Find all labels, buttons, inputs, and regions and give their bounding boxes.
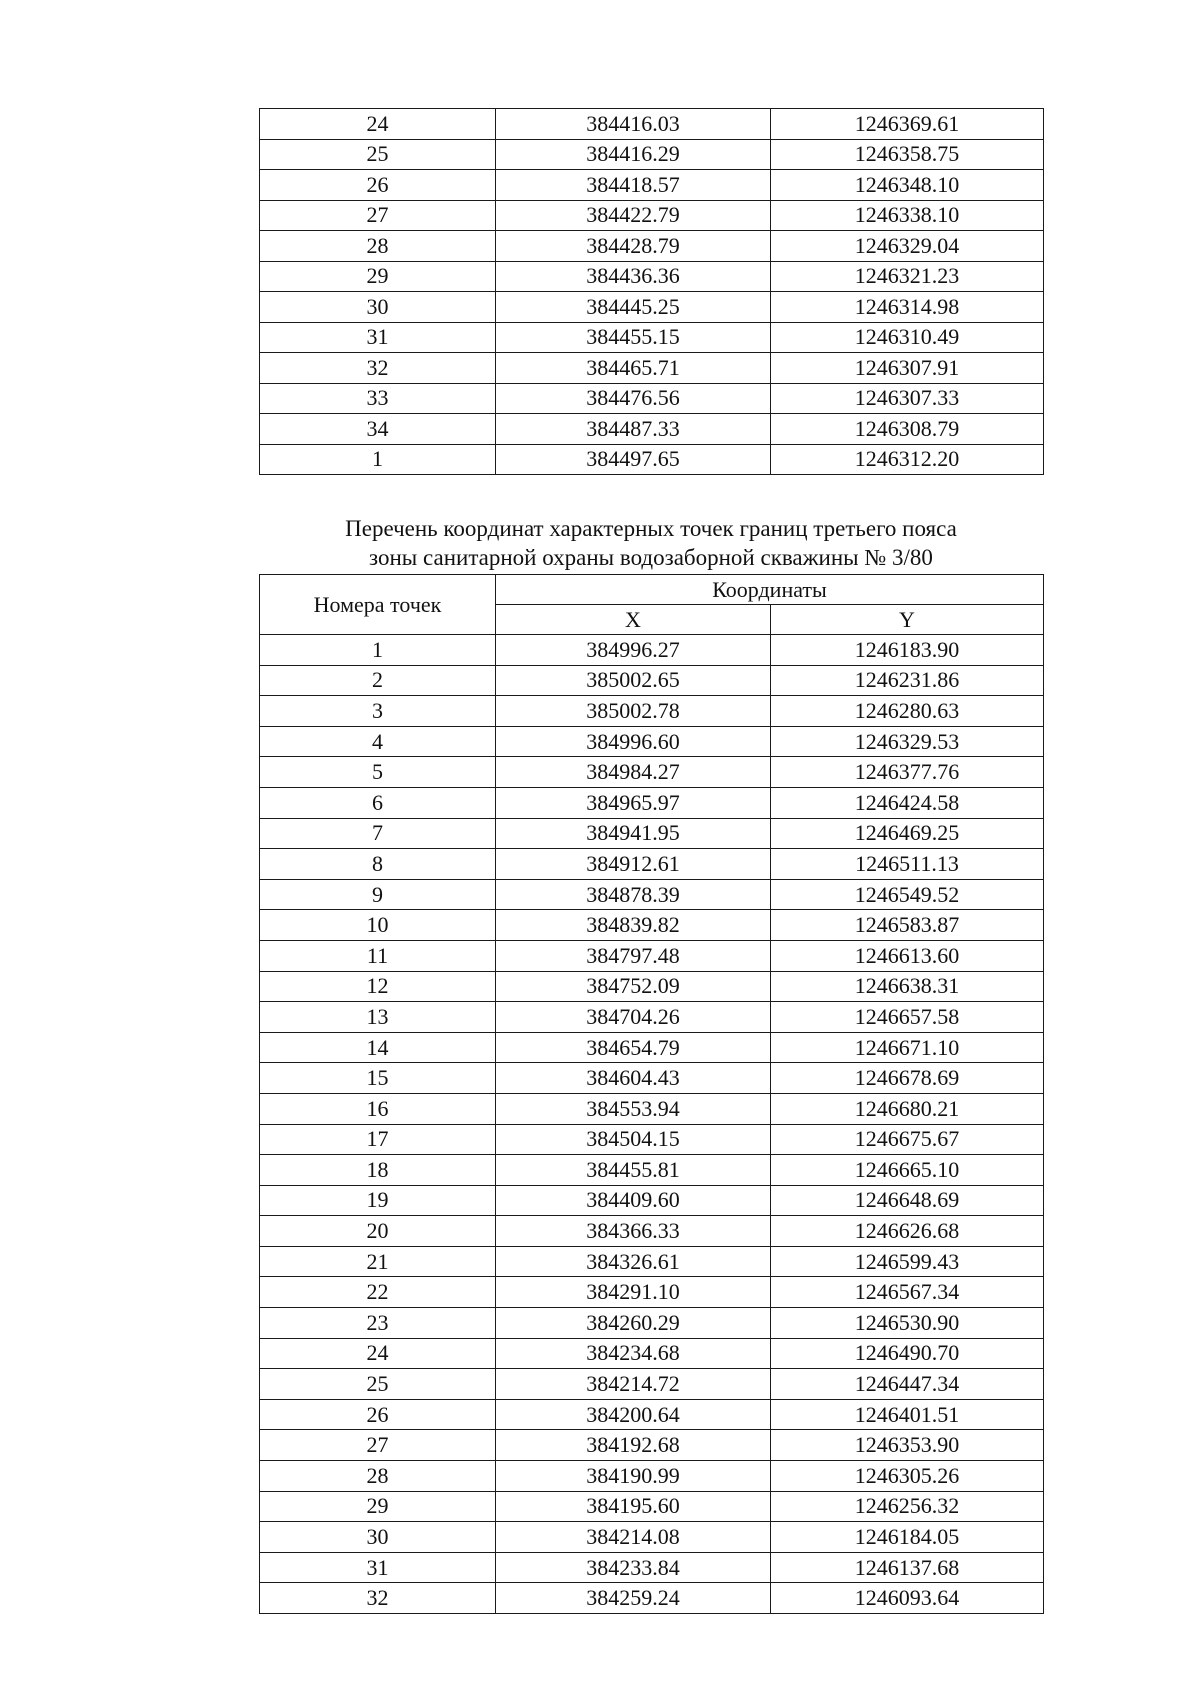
x-coordinate-cell: 384996.60 <box>496 726 771 757</box>
point-number-cell: 29 <box>260 261 496 292</box>
coordinates-table-zone-3-body <box>260 635 1044 1614</box>
y-coordinate-cell: 1246675.67 <box>771 1124 1044 1155</box>
table-row <box>260 1185 1044 1216</box>
y-coordinate-cell: 1246184.05 <box>771 1522 1044 1553</box>
table-row <box>260 1583 1044 1614</box>
x-coordinate-cell: 385002.65 <box>496 665 771 696</box>
x-coordinate-cell: 384504.15 <box>496 1124 771 1155</box>
table-row <box>260 1430 1044 1461</box>
x-coordinate-cell: 384195.60 <box>496 1491 771 1522</box>
y-coordinate-cell: 1246490.70 <box>771 1338 1044 1369</box>
table-row <box>260 910 1044 941</box>
point-number-cell: 7 <box>260 818 496 849</box>
y-coordinate-cell: 1246678.69 <box>771 1063 1044 1094</box>
table-row <box>260 1308 1044 1339</box>
x-coordinate-cell: 384192.68 <box>496 1430 771 1461</box>
x-coordinate-cell: 384259.24 <box>496 1583 771 1614</box>
point-number-cell: 28 <box>260 1461 496 1492</box>
table-row <box>260 444 1044 475</box>
table-row <box>260 1338 1044 1369</box>
y-coordinate-cell: 1246183.90 <box>771 635 1044 666</box>
coordinates-table-continued-body <box>260 109 1044 475</box>
point-number-cell: 4 <box>260 726 496 757</box>
table-row <box>260 383 1044 414</box>
x-coordinate-cell: 384436.36 <box>496 261 771 292</box>
point-number-cell: 15 <box>260 1063 496 1094</box>
table-row <box>260 1002 1044 1033</box>
y-coordinate-cell: 1246447.34 <box>771 1369 1044 1400</box>
y-coordinate-cell: 1246308.79 <box>771 414 1044 445</box>
x-coordinate-cell: 384984.27 <box>496 757 771 788</box>
y-coordinate-cell: 1246613.60 <box>771 940 1044 971</box>
point-number-cell: 23 <box>260 1308 496 1339</box>
table-row <box>260 787 1044 818</box>
x-coordinate-cell: 384941.95 <box>496 818 771 849</box>
x-coordinate-cell: 384455.15 <box>496 322 771 353</box>
x-coordinate-cell: 384965.97 <box>496 787 771 818</box>
point-number-cell: 31 <box>260 322 496 353</box>
y-coordinate-cell: 1246307.91 <box>771 353 1044 384</box>
x-coordinate-cell: 384497.65 <box>496 444 771 475</box>
x-coordinate-cell: 384416.03 <box>496 109 771 140</box>
table-row <box>260 665 1044 696</box>
table-row <box>260 261 1044 292</box>
x-coordinate-cell: 384912.61 <box>496 849 771 880</box>
y-coordinate-cell: 1246338.10 <box>771 200 1044 231</box>
y-coordinate-cell: 1246567.34 <box>771 1277 1044 1308</box>
y-coordinate-cell: 1246469.25 <box>771 818 1044 849</box>
table-row <box>260 971 1044 1002</box>
table-row <box>260 1063 1044 1094</box>
point-number-cell: 8 <box>260 849 496 880</box>
x-coordinate-cell: 384234.68 <box>496 1338 771 1369</box>
table-row <box>260 139 1044 170</box>
x-coordinate-cell: 384445.25 <box>496 292 771 323</box>
y-coordinate-cell: 1246377.76 <box>771 757 1044 788</box>
x-coordinate-cell: 384260.29 <box>496 1308 771 1339</box>
table-row <box>260 353 1044 384</box>
table-row <box>260 818 1044 849</box>
y-coordinate-cell: 1246671.10 <box>771 1032 1044 1063</box>
y-coordinate-cell: 1246307.33 <box>771 383 1044 414</box>
y-coordinate-cell: 1246549.52 <box>771 879 1044 910</box>
x-coordinate-cell: 384200.64 <box>496 1399 771 1430</box>
y-coordinate-cell: 1246310.49 <box>771 322 1044 353</box>
point-number-cell: 20 <box>260 1216 496 1247</box>
x-coordinate-cell: 384654.79 <box>496 1032 771 1063</box>
y-coordinate-cell: 1246231.86 <box>771 665 1044 696</box>
y-coordinate-cell: 1246280.63 <box>771 696 1044 727</box>
point-number-cell: 19 <box>260 1185 496 1216</box>
table-caption-line-1: Перечень координат характерных точек границ третьего пояса <box>345 516 957 541</box>
x-coordinate-cell: 385002.78 <box>496 696 771 727</box>
y-coordinate-cell: 1246329.53 <box>771 726 1044 757</box>
y-coordinate-cell: 1246314.98 <box>771 292 1044 323</box>
point-number-cell: 31 <box>260 1552 496 1583</box>
table-row <box>260 696 1044 727</box>
point-number-cell: 16 <box>260 1093 496 1124</box>
point-number-cell: 30 <box>260 1522 496 1553</box>
table-row <box>260 1369 1044 1400</box>
x-coordinate-cell: 384553.94 <box>496 1093 771 1124</box>
y-coordinate-cell: 1246638.31 <box>771 971 1044 1002</box>
point-number-cell: 1 <box>260 444 496 475</box>
y-coordinate-cell: 1246256.32 <box>771 1491 1044 1522</box>
table-caption-line-2: зоны санитарной охраны водозаборной скважины № 3/80 <box>369 545 933 570</box>
table-row <box>260 1155 1044 1186</box>
table-row <box>260 200 1044 231</box>
x-coordinate-cell: 384878.39 <box>496 879 771 910</box>
y-coordinate-cell: 1246358.75 <box>771 139 1044 170</box>
point-number-cell: 25 <box>260 1369 496 1400</box>
table-row <box>260 414 1044 445</box>
x-coordinate-cell: 384418.57 <box>496 170 771 201</box>
y-coordinate-cell: 1246648.69 <box>771 1185 1044 1216</box>
header-point-numbers: Номера точек <box>260 575 496 635</box>
point-number-cell: 28 <box>260 231 496 262</box>
coordinates-table-header <box>260 575 1044 635</box>
table-row <box>260 1277 1044 1308</box>
y-coordinate-cell: 1246305.26 <box>771 1461 1044 1492</box>
x-coordinate-cell: 384604.43 <box>496 1063 771 1094</box>
x-coordinate-cell: 384291.10 <box>496 1277 771 1308</box>
point-number-cell: 6 <box>260 787 496 818</box>
x-coordinate-cell: 384487.33 <box>496 414 771 445</box>
point-number-cell: 26 <box>260 1399 496 1430</box>
y-coordinate-cell: 1246321.23 <box>771 261 1044 292</box>
table-row <box>260 1032 1044 1063</box>
y-coordinate-cell: 1246665.10 <box>771 1155 1044 1186</box>
y-coordinate-cell: 1246626.68 <box>771 1216 1044 1247</box>
table-row <box>260 231 1044 262</box>
y-coordinate-cell: 1246680.21 <box>771 1093 1044 1124</box>
point-number-cell: 12 <box>260 971 496 1002</box>
table-row <box>260 635 1044 666</box>
table-row <box>260 1124 1044 1155</box>
point-number-cell: 5 <box>260 757 496 788</box>
y-coordinate-cell: 1246353.90 <box>771 1430 1044 1461</box>
point-number-cell: 13 <box>260 1002 496 1033</box>
point-number-cell: 14 <box>260 1032 496 1063</box>
y-coordinate-cell: 1246312.20 <box>771 444 1044 475</box>
point-number-cell: 32 <box>260 1583 496 1614</box>
table-row <box>260 726 1044 757</box>
point-number-cell: 17 <box>260 1124 496 1155</box>
y-coordinate-cell: 1246657.58 <box>771 1002 1044 1033</box>
header-coordinates: Координаты <box>496 575 1044 605</box>
x-coordinate-cell: 384326.61 <box>496 1246 771 1277</box>
y-coordinate-cell: 1246583.87 <box>771 910 1044 941</box>
y-coordinate-cell: 1246599.43 <box>771 1246 1044 1277</box>
table-row <box>260 109 1044 140</box>
point-number-cell: 21 <box>260 1246 496 1277</box>
point-number-cell: 11 <box>260 940 496 971</box>
header-y: Y <box>771 605 1044 635</box>
y-coordinate-cell: 1246329.04 <box>771 231 1044 262</box>
y-coordinate-cell: 1246369.61 <box>771 109 1044 140</box>
table-row <box>260 1093 1044 1124</box>
point-number-cell: 10 <box>260 910 496 941</box>
point-number-cell: 34 <box>260 414 496 445</box>
x-coordinate-cell: 384428.79 <box>496 231 771 262</box>
y-coordinate-cell: 1246530.90 <box>771 1308 1044 1339</box>
point-number-cell: 2 <box>260 665 496 696</box>
y-coordinate-cell: 1246424.58 <box>771 787 1044 818</box>
table-row <box>260 849 1044 880</box>
x-coordinate-cell: 384422.79 <box>496 200 771 231</box>
x-coordinate-cell: 384839.82 <box>496 910 771 941</box>
point-number-cell: 18 <box>260 1155 496 1186</box>
x-coordinate-cell: 384996.27 <box>496 635 771 666</box>
y-coordinate-cell: 1246401.51 <box>771 1399 1044 1430</box>
point-number-cell: 24 <box>260 109 496 140</box>
table-row <box>260 1399 1044 1430</box>
x-coordinate-cell: 384233.84 <box>496 1552 771 1583</box>
x-coordinate-cell: 384190.99 <box>496 1461 771 1492</box>
y-coordinate-cell: 1246137.68 <box>771 1552 1044 1583</box>
table-row <box>260 1216 1044 1247</box>
point-number-cell: 32 <box>260 353 496 384</box>
point-number-cell: 29 <box>260 1491 496 1522</box>
table-row <box>260 940 1044 971</box>
point-number-cell: 9 <box>260 879 496 910</box>
table-row <box>260 170 1044 201</box>
coordinates-table-zone-3 <box>259 574 1044 1614</box>
table-row <box>260 757 1044 788</box>
point-number-cell: 22 <box>260 1277 496 1308</box>
point-number-cell: 3 <box>260 696 496 727</box>
header-row-1 <box>260 575 1044 605</box>
header-x: X <box>496 605 771 635</box>
table-row <box>260 1522 1044 1553</box>
x-coordinate-cell: 384214.08 <box>496 1522 771 1553</box>
x-coordinate-cell: 384455.81 <box>496 1155 771 1186</box>
point-number-cell: 27 <box>260 1430 496 1461</box>
table-row <box>260 1246 1044 1277</box>
x-coordinate-cell: 384797.48 <box>496 940 771 971</box>
point-number-cell: 30 <box>260 292 496 323</box>
coordinates-table-continued <box>259 108 1044 475</box>
y-coordinate-cell: 1246348.10 <box>771 170 1044 201</box>
x-coordinate-cell: 384416.29 <box>496 139 771 170</box>
point-number-cell: 27 <box>260 200 496 231</box>
table-row <box>260 1491 1044 1522</box>
table-row <box>260 1461 1044 1492</box>
x-coordinate-cell: 384752.09 <box>496 971 771 1002</box>
y-coordinate-cell: 1246511.13 <box>771 849 1044 880</box>
point-number-cell: 24 <box>260 1338 496 1369</box>
x-coordinate-cell: 384214.72 <box>496 1369 771 1400</box>
x-coordinate-cell: 384366.33 <box>496 1216 771 1247</box>
x-coordinate-cell: 384704.26 <box>496 1002 771 1033</box>
table-row <box>260 292 1044 323</box>
y-coordinate-cell: 1246093.64 <box>771 1583 1044 1614</box>
x-coordinate-cell: 384476.56 <box>496 383 771 414</box>
table-row <box>260 322 1044 353</box>
x-coordinate-cell: 384465.71 <box>496 353 771 384</box>
point-number-cell: 1 <box>260 635 496 666</box>
point-number-cell: 25 <box>260 139 496 170</box>
point-number-cell: 26 <box>260 170 496 201</box>
table-row <box>260 879 1044 910</box>
point-number-cell: 33 <box>260 383 496 414</box>
table-row <box>260 1552 1044 1583</box>
x-coordinate-cell: 384409.60 <box>496 1185 771 1216</box>
